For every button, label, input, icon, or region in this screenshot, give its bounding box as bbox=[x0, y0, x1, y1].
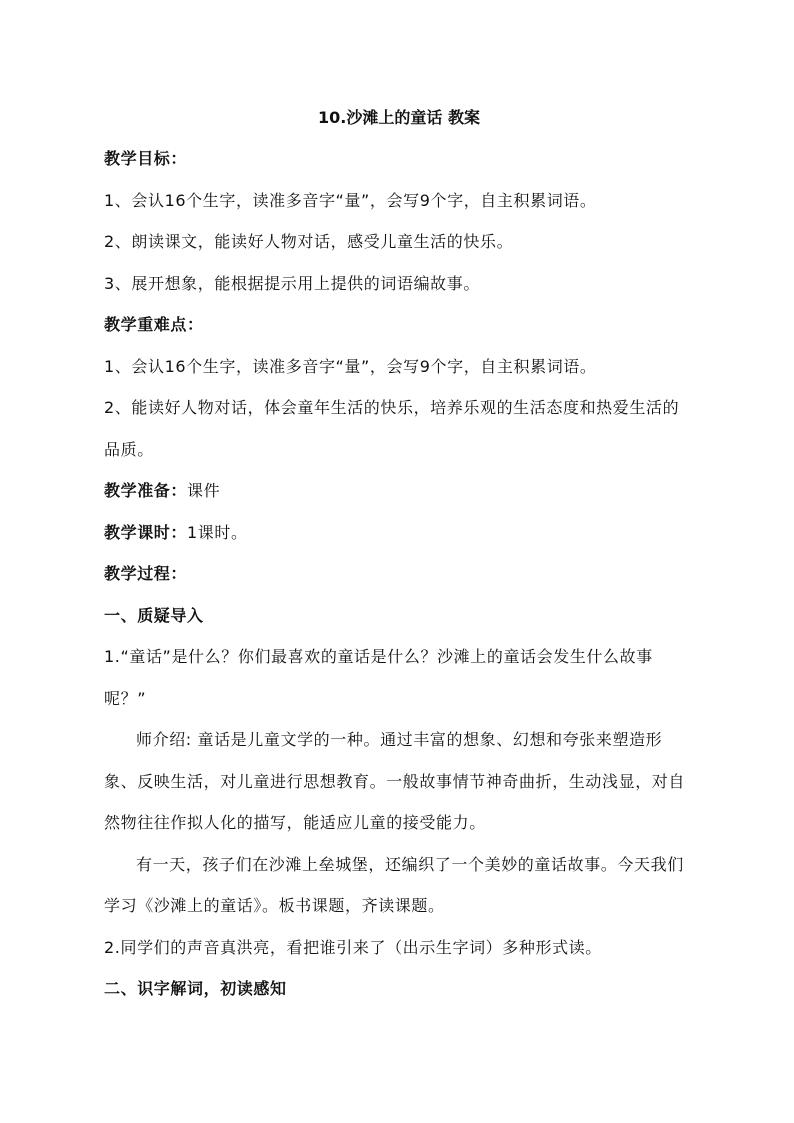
goal-item-2: 2、朗读课文，能读好人物对话，感受儿童生活的快乐。 bbox=[104, 232, 514, 251]
section-1-item-2: 2.同学们的声音真洪亮，看把谁引来了（出示生字词）多种形式读。 bbox=[104, 937, 602, 957]
key-point-item-1: 1、会认16个生字，读准多音字“量”，会写9个字，自主积累词语。 bbox=[104, 356, 597, 376]
section-1-item-1: 1.“童话”是什么？你们最喜欢的童话是什么？沙滩上的童话会发生什么故事呢？” bbox=[104, 647, 653, 708]
key-points-heading: 教学重难点： bbox=[104, 315, 204, 334]
document-page bbox=[104, 98, 694, 1010]
class-hours-line bbox=[104, 512, 694, 554]
class-hours-value: 1课时。 bbox=[187, 522, 248, 542]
section-1-heading: 一、质疑导入 bbox=[104, 605, 204, 625]
class-hours-label: 教学课时： bbox=[104, 522, 188, 542]
process-heading: 教学过程： bbox=[104, 564, 188, 583]
teacher-intro-paragraph: 师介绍: 童话是儿童文学的一种。通过丰富的想象、幻想和夸张来塑造形象、反映生活，对儿童进行思想教育。一般故事情节神奇曲折，生动浅显，对自然物往往作拟人化的描写，能适应儿童的接受能力。 bbox=[104, 730, 686, 832]
preparation-line bbox=[104, 470, 694, 512]
document-title: 10.沙滩上的童话 教案 bbox=[318, 108, 480, 127]
goal-item-1: 1、会认16个生字，读准多音字“量”，会写9个字，自主积累词语。 bbox=[104, 190, 597, 210]
story-paragraph: 有一天，孩子们在沙滩上垒城堡，还编织了一个美妙的童话故事。今天我们学习《沙滩上的童话》。板书课题，齐读课题。 bbox=[104, 854, 684, 915]
preparation-label: 教学准备： bbox=[104, 481, 188, 500]
preparation-value: 课件 bbox=[187, 481, 221, 500]
key-point-item-2: 2、能读好人物对话，体会童年生活的快乐，培养乐观的生活态度和热爱生活的品质。 bbox=[104, 398, 680, 459]
section-2-heading: 二、识字解词，初读感知 bbox=[104, 979, 287, 998]
goal-item-3: 3、展开想象，能根据提示用上提供的词语编故事。 bbox=[104, 273, 480, 293]
goals-heading: 教学目标： bbox=[104, 149, 188, 168]
